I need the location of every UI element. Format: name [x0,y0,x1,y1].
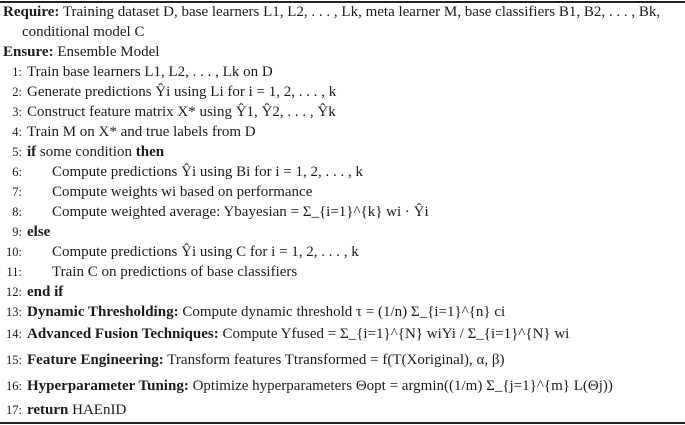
line-number: 1: [12,65,22,79]
then-keyword: then [135,144,165,160]
line-text: Compute dynamic threshold τ = (1/n) Σ_{i=1}^{n} ci [182,304,506,320]
algo-line-2 [0,82,685,102]
ensure-line [3,42,159,62]
step-label: Advanced Fusion Techniques: [27,326,219,342]
line-text: Optimize hyperparameters Θopt = argmin((1/m) Σ_{j=1}^{m} L(Θj)) [192,378,613,394]
algo-line-4 [0,122,685,142]
algo-line-5 [0,142,685,162]
line-text: Construct feature matrix X* using Ŷ1, Ŷ2, . . . , Ŷk [27,104,336,120]
line-number: 2: [12,85,22,99]
ensure-text: Ensemble Model [57,44,160,60]
require-continuation: conditional model C [22,24,145,40]
algo-line-1 [0,62,685,82]
algo-line-10 [0,242,685,262]
line-number: 10: [6,245,22,259]
step-label: Feature Engineering: [27,352,164,368]
line-text: Compute predictions Ŷi using C for i = 1, 2, . . . , k [52,244,359,260]
line-text: Compute weights wi based on performance [52,184,313,200]
algo-line-11 [0,262,685,282]
line-number: 6: [12,165,22,179]
step-label: Dynamic Thresholding: [27,304,179,320]
algo-line-16 [0,376,685,396]
algo-line-14 [0,324,685,344]
algo-line-12 [0,282,685,302]
line-number: 14: [6,327,22,341]
if-keyword: if [27,144,37,160]
line-number: 16: [6,379,22,393]
end-if-keyword: end if [27,284,64,300]
line-number: 17: [6,403,22,417]
bottom-rule [0,422,685,424]
line-text: Compute Yfused = Σ_{i=1}^{N} wiYi / Σ_{i=1}^{N} wi [222,326,570,342]
require-line [3,2,660,22]
line-number: 13: [6,305,22,319]
ensure-label: Ensure: [3,44,54,60]
line-number: 11: [6,265,22,279]
line-number: 9: [12,225,22,239]
else-keyword: else [27,224,51,240]
require-label: Require: [3,4,60,20]
algo-line-13 [0,302,685,322]
algo-line-15 [0,350,685,370]
line-text [27,142,164,162]
algo-line-8 [0,202,685,222]
algo-line-9 [0,222,685,242]
line-text: Train C on predictions of base classifiers [52,264,298,280]
line-number: 4: [12,125,22,139]
line-number: 12: [6,285,22,299]
line-text: Generate predictions Ŷi using Li for i = 1, 2, . . . , k [27,84,337,100]
algo-line-7 [0,182,685,202]
line-number: 7: [12,185,22,199]
line-number: 5: [12,145,22,159]
line-text: Train M on X* and true labels from D [27,124,256,140]
line-text: Compute predictions Ŷi using Bi for i = 1, 2, . . . , k [52,164,363,180]
line-text: HAEnID [72,402,127,418]
line-number: 3: [12,105,22,119]
step-label: Hyperparameter Tuning: [27,378,189,394]
condition-text: some condition [39,144,132,160]
line-text: Transform features Ttransformed = f(T(Xoriginal), α, β) [167,352,505,368]
algo-line-17 [0,400,685,420]
return-keyword: return [27,402,69,418]
require-text: Training dataset D, base learners L1, L2, . . . , Lk, meta learner M, base classifiers B1, B2, . . . , Bk, [59,4,661,20]
line-text: Compute weighted average: Ybayesian = Σ_{i=1}^{k} wi · Ŷi [52,204,429,220]
line-number: 15: [6,353,22,367]
line-number: 8: [12,205,22,219]
algo-line-3 [0,102,685,122]
line-text: Train base learners L1, L2, . . . , Lk on D [27,64,273,80]
algo-line-6 [0,162,685,182]
